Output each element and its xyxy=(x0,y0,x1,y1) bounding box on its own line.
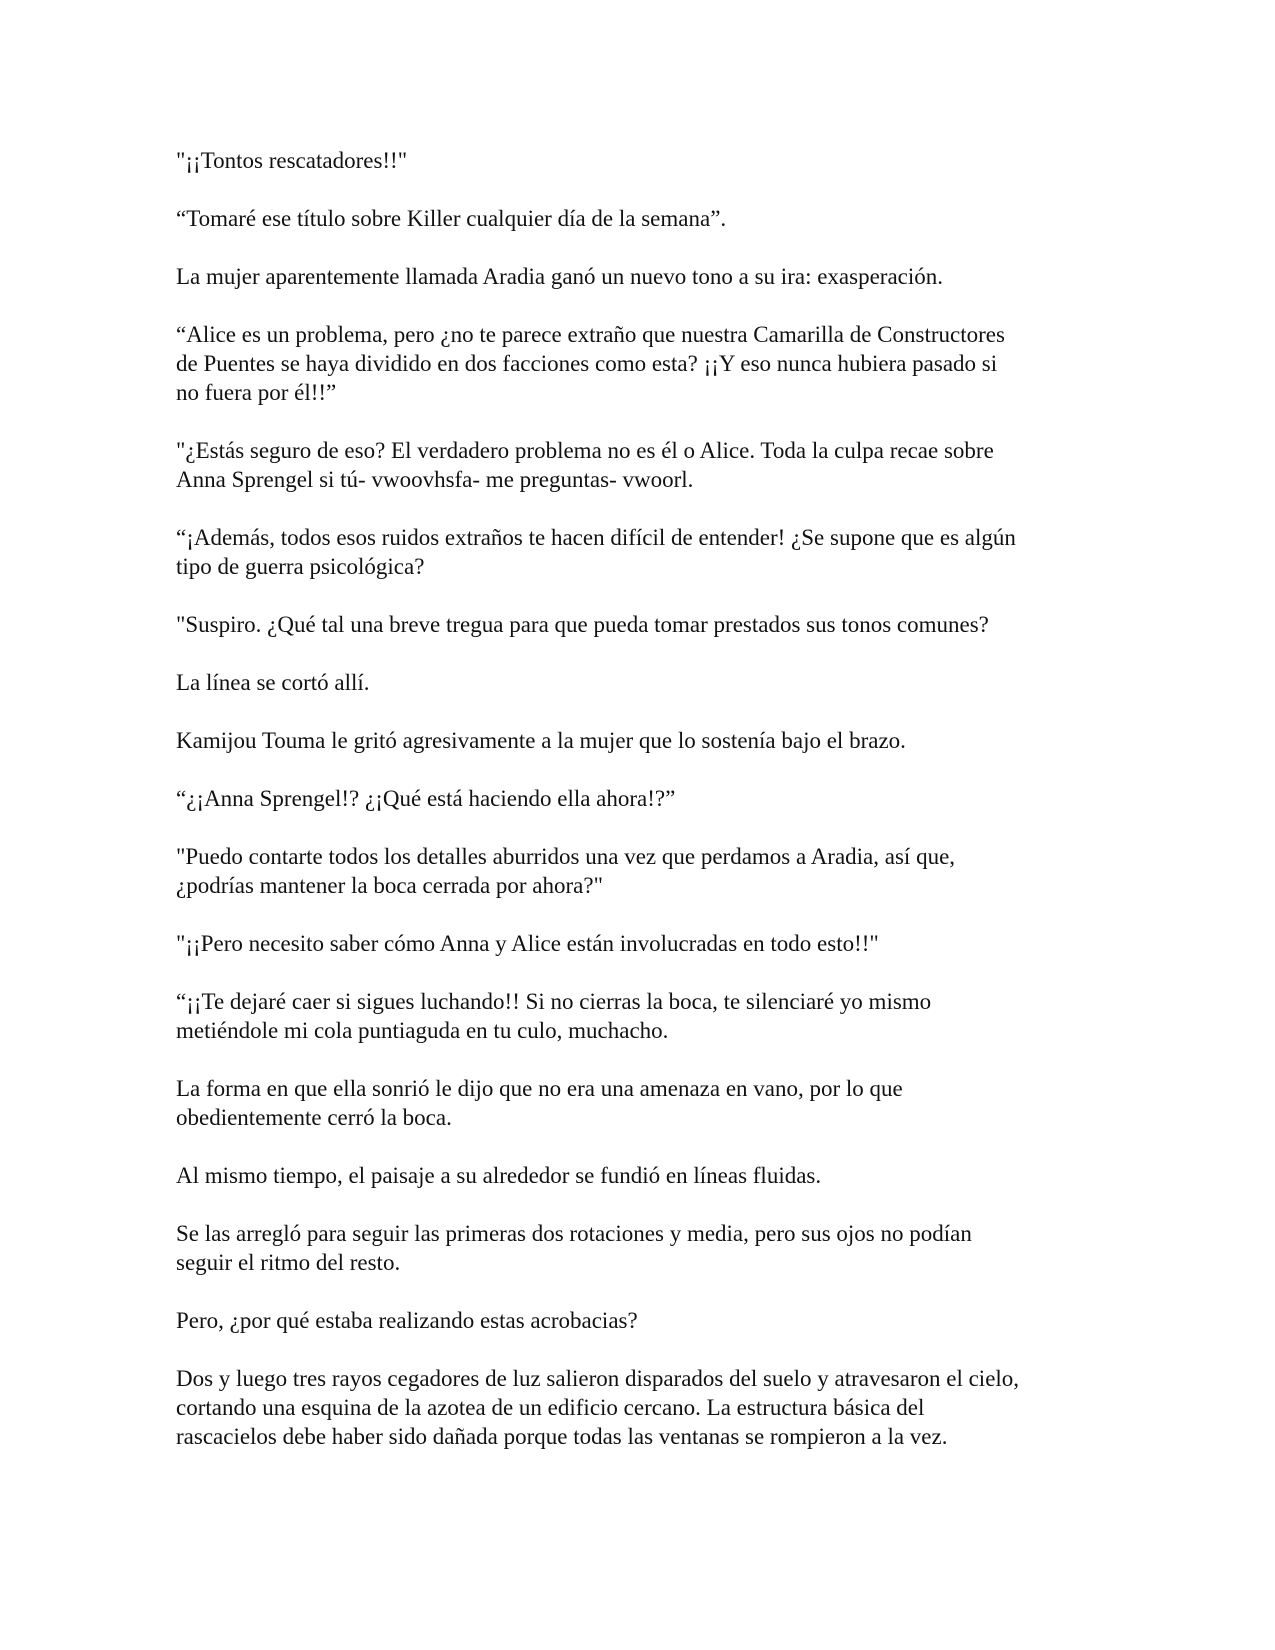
text-line: Dos y luego tres rayos cegadores de luz salieron disparados del suelo y atravesaron el cielo, xyxy=(176,1366,1020,1391)
text-line: seguir el ritmo del resto. xyxy=(176,1250,401,1275)
paragraph xyxy=(176,436,1106,494)
text-line: La mujer aparentemente llamada Aradia ganó un nuevo tono a su ira: exasperación. xyxy=(176,264,943,289)
paragraph xyxy=(176,1074,1106,1132)
text-line: Kamijou Touma le gritó agresivamente a la mujer que lo sostenía bajo el brazo. xyxy=(176,728,906,753)
text-line: La línea se cortó allí. xyxy=(176,670,370,695)
text-line: "Puedo contarte todos los detalles aburridos una vez que perdamos a Aradia, así que, xyxy=(176,844,956,869)
paragraph xyxy=(176,987,1106,1045)
text-line: metiéndole mi cola puntiaguda en tu culo, muchacho. xyxy=(176,1018,669,1043)
text-line: "¡¡Tontos rescatadores!!" xyxy=(176,148,408,173)
text-line: tipo de guerra psicológica? xyxy=(176,554,425,579)
paragraph xyxy=(176,1364,1106,1451)
text-line: obedientemente cerró la boca. xyxy=(176,1105,452,1130)
paragraph xyxy=(176,1219,1106,1277)
text-line: rascacielos debe haber sido dañada porque todas las ventanas se rompieron a la vez. xyxy=(176,1424,948,1449)
text-line: Anna Sprengel si tú- vwoovhsfa- me preguntas- vwoorl. xyxy=(176,467,694,492)
text-line: no fuera por él!!” xyxy=(176,380,337,405)
text-line: ¿podrías mantener la boca cerrada por ahora?" xyxy=(176,873,603,898)
paragraph xyxy=(176,320,1106,407)
paragraph xyxy=(176,204,1106,233)
paragraph xyxy=(176,668,1106,697)
text-line: Se las arregló para seguir las primeras dos rotaciones y media, pero sus ojos no podían xyxy=(176,1221,972,1246)
text-line: "¡¡Pero necesito saber cómo Anna y Alice están involucradas en todo esto!!" xyxy=(176,931,879,956)
text-line: La forma en que ella sonrió le dijo que no era una amenaza en vano, por lo que xyxy=(176,1076,903,1101)
paragraph xyxy=(176,610,1106,639)
text-line: cortando una esquina de la azotea de un edificio cercano. La estructura básica del xyxy=(176,1395,925,1420)
text-line: “Alice es un problema, pero ¿no te parece extraño que nuestra Camarilla de Constructores xyxy=(176,322,1005,347)
document-body xyxy=(176,146,1106,1480)
paragraph xyxy=(176,929,1106,958)
paragraph xyxy=(176,784,1106,813)
paragraph xyxy=(176,1161,1106,1190)
text-line: “Tomaré ese título sobre Killer cualquier día de la semana”. xyxy=(176,206,727,231)
paragraph xyxy=(176,523,1106,581)
paragraph xyxy=(176,726,1106,755)
text-line: “¿¡Anna Sprengel!? ¿¡Qué está haciendo ella ahora!?” xyxy=(176,786,676,811)
text-line: "Suspiro. ¿Qué tal una breve tregua para que pueda tomar prestados sus tonos comunes? xyxy=(176,612,989,637)
text-line: “¡¡Te dejaré caer si sigues luchando!! Si no cierras la boca, te silenciaré yo mismo xyxy=(176,989,932,1014)
paragraph xyxy=(176,842,1106,900)
text-line: Pero, ¿por qué estaba realizando estas acrobacias? xyxy=(176,1308,638,1333)
text-line: “¡Además, todos esos ruidos extraños te hacen difícil de entender! ¿Se supone que es algún xyxy=(176,525,1016,550)
paragraph xyxy=(176,262,1106,291)
text-line: de Puentes se haya dividido en dos facciones como esta? ¡¡Y eso nunca hubiera pasado si xyxy=(176,351,998,376)
text-line: Al mismo tiempo, el paisaje a su alrededor se fundió en líneas fluidas. xyxy=(176,1163,822,1188)
paragraph xyxy=(176,146,1106,175)
text-line: "¿Estás seguro de eso? El verdadero problema no es él o Alice. Toda la culpa recae sobre xyxy=(176,438,994,463)
paragraph xyxy=(176,1306,1106,1335)
